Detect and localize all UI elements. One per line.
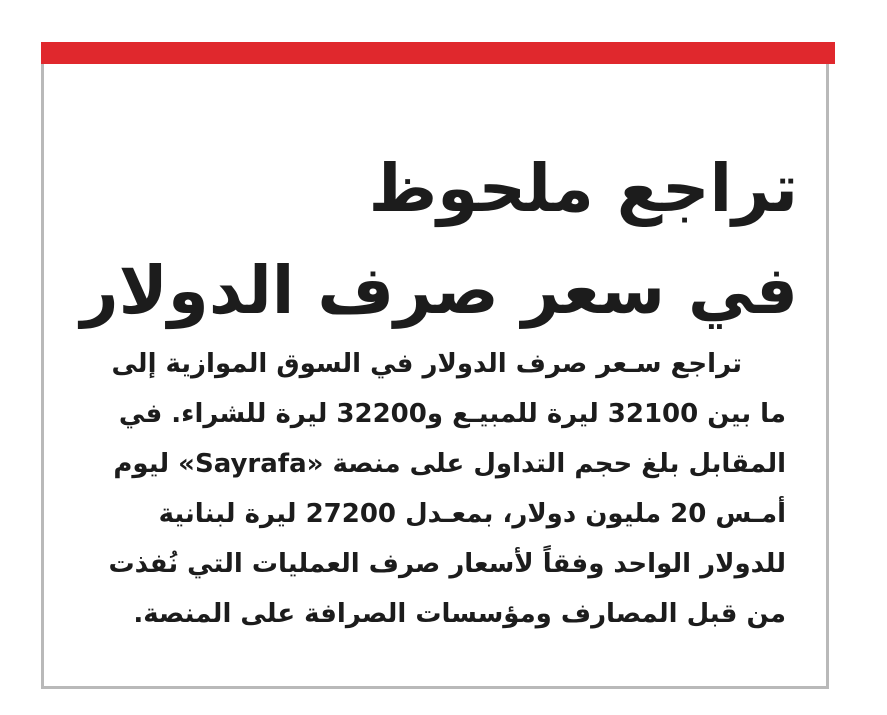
body-line-5: للدولار الواحد وفقاً لأسعار صرف العمليات التي نُفذت	[108, 549, 786, 579]
body-line-6: من قبل المصارف ومؤسسات الصرافة على المنصة.	[133, 599, 786, 629]
article-card	[41, 42, 829, 689]
accent-bar	[41, 42, 835, 64]
headline-line-2: في سعر صرف الدولار	[80, 252, 798, 329]
body-line-2: ما بين 32100 ليرة للمبيـع و32200 ليرة للشراء. في	[118, 399, 786, 429]
body-line-1: تراجع سـعر صرف الدولار في السوق الموازية إلى	[111, 349, 742, 379]
article-body	[86, 339, 786, 639]
body-line-4: أمـس 20 مليون دولار، بمعـدل 27200 ليرة لبنانية	[158, 499, 786, 529]
headline	[68, 138, 798, 342]
headline-line-1: تراجع ملحوظ	[368, 150, 798, 227]
body-line-3: المقابل بلغ حجم التداول على منصة «Sayrafa» ليوم	[113, 449, 786, 479]
